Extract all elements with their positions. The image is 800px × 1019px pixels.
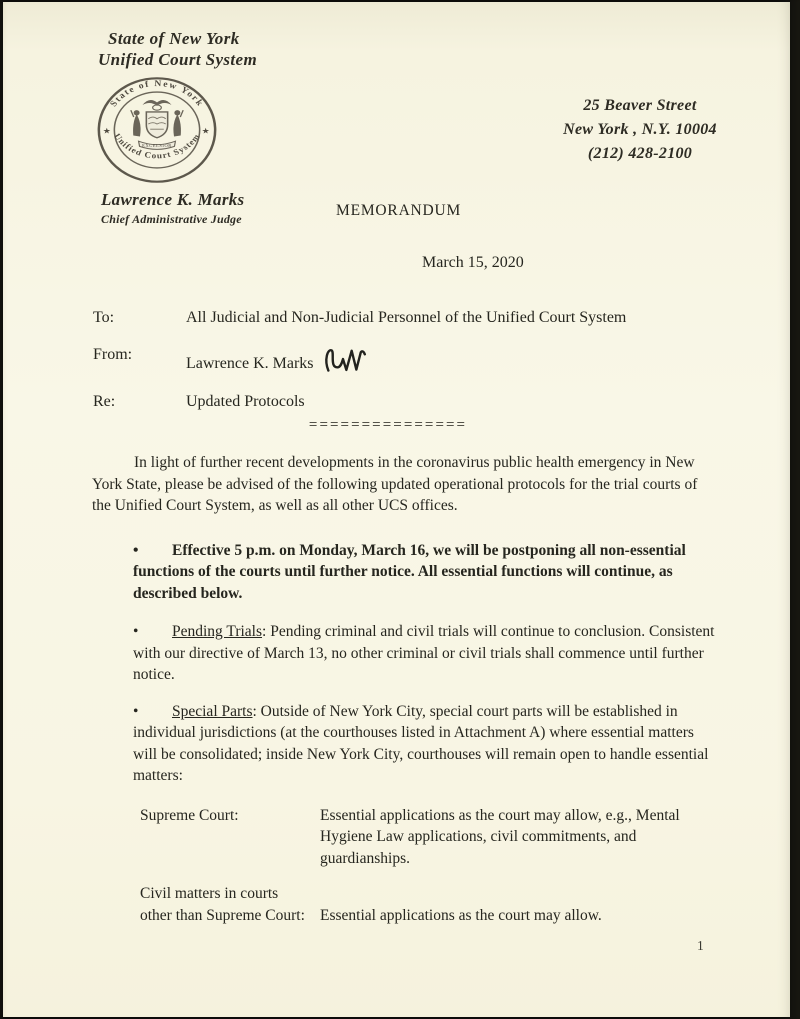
seal-right-star-icon: ★ [201, 126, 210, 136]
address-line-3: (212) 428-2100 [587, 145, 693, 162]
memo-fields [93, 307, 733, 428]
field-to [93, 307, 733, 329]
seal-shield-icon [146, 112, 167, 138]
seal-bottom-text: Unified Court System [111, 131, 203, 161]
court-row-2-label-line2: other than Supreme Court: [140, 906, 305, 924]
scan-edge-right [790, 0, 800, 1019]
court-row-supreme [140, 805, 716, 870]
seal-banner-text: EXCELSIOR [142, 143, 172, 148]
page-number: 1 [697, 938, 704, 953]
org-line1: State of New York [108, 29, 240, 48]
court-row-2-desc: Essential applications as the court may allow. [320, 906, 602, 924]
court-system-seal-icon [94, 74, 220, 186]
bullet-pending-trials [133, 621, 716, 686]
official-title: Chief Administrative Judge [101, 212, 242, 226]
letterhead-official [101, 190, 244, 227]
address-line-2: New York , N.Y. 10004 [563, 121, 717, 138]
court-row-1-label: Supreme Court: [140, 806, 239, 824]
to-label: To: [93, 309, 115, 326]
seal-left-star-icon: ★ [102, 126, 111, 136]
court-row-2-label-line1: Civil matters in courts [140, 885, 279, 902]
scan-edge-left [0, 0, 3, 1019]
field-from [93, 344, 733, 376]
letterhead-org [98, 28, 257, 70]
scan-edge-top [0, 0, 800, 2]
memo-body [92, 452, 716, 926]
bullet-dot-icon: • [133, 623, 139, 640]
from-value [186, 344, 733, 376]
bullet-dot-icon: • [133, 702, 139, 720]
intro-paragraph: In light of further recent developments in the coronavirus public health emergency in New York State, please be advised of the following updated operational protocols for the trial courts of the Unified Court System, as well as all other UCS offices. [92, 454, 698, 514]
bullet-3-lead: Special Parts [172, 702, 253, 720]
bullet-3-text: : Outside of New York City, special court parts will be established in individual jurisdictions (at the courthouses listed in Attachment A) where essential matters will be consolidated; inside New York City, courthouses will remain open to handle essential matters: [133, 702, 709, 784]
from-label: From: [93, 346, 133, 363]
re-label: Re: [93, 393, 116, 410]
bullet-dot-icon: • [133, 541, 139, 559]
org-line2: Unified Court System [98, 50, 258, 69]
field-re [93, 391, 733, 413]
memo-date: March 15, 2020 [422, 254, 524, 271]
court-row-other [140, 883, 716, 926]
address-line-1: 25 Beaver Street [583, 97, 697, 114]
memo-title: MEMORANDUM [336, 202, 462, 219]
bullet-2-lead: Pending Trials [172, 623, 263, 640]
bullet-effective-postponement [133, 540, 716, 605]
re-value: Updated Protocols [186, 393, 305, 410]
seal-eagle-icon [142, 100, 171, 110]
letterhead-address [500, 94, 780, 166]
bullet-special-parts [133, 701, 716, 787]
court-row-1-desc: Essential applications as the court may allow, e.g., Mental Hygiene Law applications, civil commitments, and guardianships. [320, 806, 680, 867]
from-name: Lawrence K. Marks [186, 355, 314, 372]
bullet-2-text: : Pending criminal and civil trials will continue to conclusion. Consistent with our directive of March 13, no other criminal or civil trials shall commence until further notice. [133, 623, 715, 683]
court-applications-list [140, 805, 716, 927]
seal-top-text: State of New York [107, 78, 207, 109]
bullet-1-text: Effective 5 p.m. on Monday, March 16, we will be postponing all non-essential functions of the courts until further notice. All essential functions will continue, as described below. [133, 541, 686, 602]
court-row-2-label [140, 883, 320, 926]
official-name: Lawrence K. Marks [101, 190, 245, 209]
seal-banner-icon [139, 141, 176, 149]
section-divider: =============== [308, 417, 468, 433]
to-value: All Judicial and Non-Judicial Personnel of the Unified Court System [186, 309, 627, 326]
handwritten-initials-icon [320, 343, 367, 377]
